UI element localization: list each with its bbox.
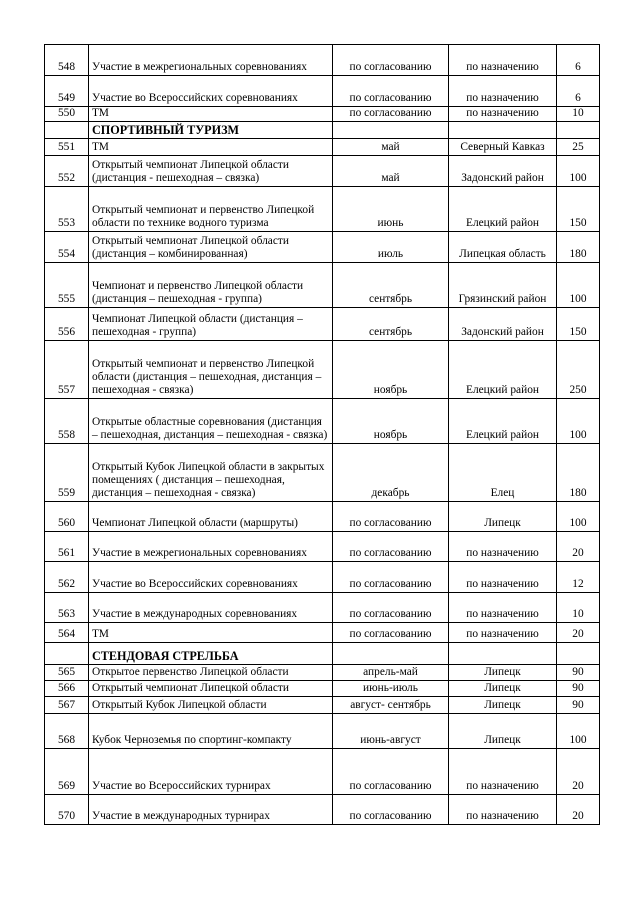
table-row: [45, 681, 600, 697]
row-number-cell: 556: [45, 308, 89, 341]
empty-cell: [557, 643, 600, 665]
event-date-cell: по согласованию: [333, 532, 449, 562]
event-place-cell: по назначению: [449, 623, 557, 643]
event-place-cell: Липецк: [449, 714, 557, 749]
event-place-cell: Липецк: [449, 665, 557, 681]
table-row: [45, 795, 600, 825]
table-row: [45, 399, 600, 444]
event-place-cell: Липецк: [449, 697, 557, 714]
event-name-cell: Участие во Всероссийских турнирах: [89, 749, 333, 795]
event-place-cell: Северный Кавказ: [449, 139, 557, 156]
row-number-cell: 570: [45, 795, 89, 825]
table-row: [45, 45, 600, 76]
participants-count-cell: 12: [557, 562, 600, 593]
table-row: [45, 76, 600, 107]
event-name-cell: Чемпионат Липецкой области (дистанция – пешеходная - группа): [89, 308, 333, 341]
participants-count-cell: 25: [557, 139, 600, 156]
event-date-cell: май: [333, 139, 449, 156]
event-date-cell: июнь-июль: [333, 681, 449, 697]
row-number-cell: 549: [45, 76, 89, 107]
event-place-cell: Липецкая область: [449, 232, 557, 263]
table-row: [45, 714, 600, 749]
row-number-cell: 568: [45, 714, 89, 749]
participants-count-cell: 20: [557, 795, 600, 825]
event-name-cell: Открытый Кубок Липецкой области в закрытых помещениях ( дистанция – пешеходная, дистанция – пешеходная - связка): [89, 444, 333, 502]
empty-cell: [45, 122, 89, 139]
section-header-row: [45, 643, 600, 665]
row-number-cell: 567: [45, 697, 89, 714]
event-place-cell: Елецкий район: [449, 341, 557, 399]
event-place-cell: по назначению: [449, 45, 557, 76]
row-number-cell: 550: [45, 107, 89, 122]
event-name-cell: Открытый чемпионат и первенство Липецкой области по технике водного туризма: [89, 187, 333, 232]
event-date-cell: июнь: [333, 187, 449, 232]
event-name-cell: Чемпионат и первенство Липецкой области (дистанция – пешеходная - группа): [89, 263, 333, 308]
participants-count-cell: 6: [557, 45, 600, 76]
event-name-cell: ТМ: [89, 107, 333, 122]
participants-count-cell: 100: [557, 399, 600, 444]
participants-count-cell: 90: [557, 665, 600, 681]
event-date-cell: июнь-август: [333, 714, 449, 749]
participants-count-cell: 10: [557, 593, 600, 623]
row-number-cell: 566: [45, 681, 89, 697]
event-name-cell: Участие во Всероссийских соревнованиях: [89, 562, 333, 593]
event-date-cell: сентябрь: [333, 263, 449, 308]
event-place-cell: Задонский район: [449, 156, 557, 187]
table-row: [45, 444, 600, 502]
empty-cell: [45, 643, 89, 665]
event-date-cell: август- сентябрь: [333, 697, 449, 714]
participants-count-cell: 6: [557, 76, 600, 107]
participants-count-cell: 180: [557, 232, 600, 263]
table-row: [45, 532, 600, 562]
event-date-cell: июль: [333, 232, 449, 263]
table-row: [45, 107, 600, 122]
event-name-cell: Открытые областные соревнования (дистанция – пешеходная, дистанция – пешеходная - связка): [89, 399, 333, 444]
event-date-cell: май: [333, 156, 449, 187]
participants-count-cell: 20: [557, 623, 600, 643]
participants-count-cell: 100: [557, 263, 600, 308]
event-name-cell: ТМ: [89, 623, 333, 643]
event-name-cell: Чемпионат Липецкой области (маршруты): [89, 502, 333, 532]
empty-cell: [333, 122, 449, 139]
event-name-cell: Участие в межрегиональных соревнованиях: [89, 45, 333, 76]
participants-count-cell: 250: [557, 341, 600, 399]
row-number-cell: 565: [45, 665, 89, 681]
participants-count-cell: 20: [557, 532, 600, 562]
event-date-cell: по согласованию: [333, 76, 449, 107]
row-number-cell: 562: [45, 562, 89, 593]
event-date-cell: по согласованию: [333, 795, 449, 825]
row-number-cell: 554: [45, 232, 89, 263]
event-name-cell: Участие во Всероссийских соревнованиях: [89, 76, 333, 107]
event-date-cell: сентябрь: [333, 308, 449, 341]
event-date-cell: ноябрь: [333, 399, 449, 444]
event-place-cell: Елецкий район: [449, 187, 557, 232]
event-place-cell: по назначению: [449, 593, 557, 623]
row-number-cell: 553: [45, 187, 89, 232]
event-place-cell: по назначению: [449, 749, 557, 795]
table-row: [45, 232, 600, 263]
participants-count-cell: 90: [557, 681, 600, 697]
table-row: [45, 308, 600, 341]
event-name-cell: ТМ: [89, 139, 333, 156]
event-place-cell: Елецкий район: [449, 399, 557, 444]
row-number-cell: 563: [45, 593, 89, 623]
row-number-cell: 561: [45, 532, 89, 562]
event-name-cell: Участие в международных турнирах: [89, 795, 333, 825]
participants-count-cell: 100: [557, 502, 600, 532]
participants-count-cell: 10: [557, 107, 600, 122]
table-row: [45, 187, 600, 232]
empty-cell: [333, 643, 449, 665]
row-number-cell: 564: [45, 623, 89, 643]
event-place-cell: по назначению: [449, 795, 557, 825]
empty-cell: [449, 122, 557, 139]
table-row: [45, 263, 600, 308]
table-row: [45, 502, 600, 532]
row-number-cell: 560: [45, 502, 89, 532]
event-date-cell: апрель-май: [333, 665, 449, 681]
table-row: [45, 341, 600, 399]
event-place-cell: Грязинский район: [449, 263, 557, 308]
table-row: [45, 665, 600, 681]
participants-count-cell: 20: [557, 749, 600, 795]
event-date-cell: по согласованию: [333, 45, 449, 76]
empty-cell: [449, 643, 557, 665]
table-row: [45, 593, 600, 623]
table-row: [45, 749, 600, 795]
event-place-cell: Липецк: [449, 681, 557, 697]
table-row: [45, 623, 600, 643]
section-header-row: [45, 122, 600, 139]
table-row: [45, 139, 600, 156]
table-row: [45, 156, 600, 187]
event-place-cell: по назначению: [449, 76, 557, 107]
event-name-cell: Открытый Кубок Липецкой области: [89, 697, 333, 714]
event-place-cell: по назначению: [449, 107, 557, 122]
row-number-cell: 552: [45, 156, 89, 187]
participants-count-cell: 100: [557, 714, 600, 749]
event-name-cell: Открытый чемпионат Липецкой области (дистанция - пешеходная – связка): [89, 156, 333, 187]
event-date-cell: декабрь: [333, 444, 449, 502]
table-row: [45, 562, 600, 593]
event-name-cell: Кубок Черноземья по спортинг-компакту: [89, 714, 333, 749]
events-table: [44, 44, 600, 825]
event-name-cell: Открытый чемпионат Липецкой области (дистанция – комбинированная): [89, 232, 333, 263]
row-number-cell: 555: [45, 263, 89, 308]
event-name-cell: Открытый чемпионат и первенство Липецкой области (дистанция – пешеходная, дистанция – пешеходная - связка): [89, 341, 333, 399]
event-date-cell: по согласованию: [333, 593, 449, 623]
section-title: СПОРТИВНЫЙ ТУРИЗМ: [89, 122, 333, 139]
empty-cell: [557, 122, 600, 139]
event-name-cell: Открытый чемпионат Липецкой области: [89, 681, 333, 697]
events-table-body: [45, 45, 600, 825]
row-number-cell: 558: [45, 399, 89, 444]
section-title: СТЕНДОВАЯ СТРЕЛЬБА: [89, 643, 333, 665]
event-name-cell: Участие в межрегиональных соревнованиях: [89, 532, 333, 562]
event-date-cell: по согласованию: [333, 107, 449, 122]
event-date-cell: ноябрь: [333, 341, 449, 399]
participants-count-cell: 150: [557, 308, 600, 341]
event-place-cell: Липецк: [449, 502, 557, 532]
row-number-cell: 559: [45, 444, 89, 502]
event-date-cell: по согласованию: [333, 562, 449, 593]
row-number-cell: 557: [45, 341, 89, 399]
table-row: [45, 697, 600, 714]
row-number-cell: 548: [45, 45, 89, 76]
row-number-cell: 569: [45, 749, 89, 795]
event-place-cell: Елец: [449, 444, 557, 502]
event-place-cell: по назначению: [449, 562, 557, 593]
event-date-cell: по согласованию: [333, 749, 449, 795]
event-place-cell: Задонский район: [449, 308, 557, 341]
row-number-cell: 551: [45, 139, 89, 156]
participants-count-cell: 100: [557, 156, 600, 187]
event-date-cell: по согласованию: [333, 502, 449, 532]
participants-count-cell: 150: [557, 187, 600, 232]
event-place-cell: по назначению: [449, 532, 557, 562]
participants-count-cell: 180: [557, 444, 600, 502]
participants-count-cell: 90: [557, 697, 600, 714]
event-date-cell: по согласованию: [333, 623, 449, 643]
event-name-cell: Участие в международных соревнованиях: [89, 593, 333, 623]
event-name-cell: Открытое первенство Липецкой области: [89, 665, 333, 681]
